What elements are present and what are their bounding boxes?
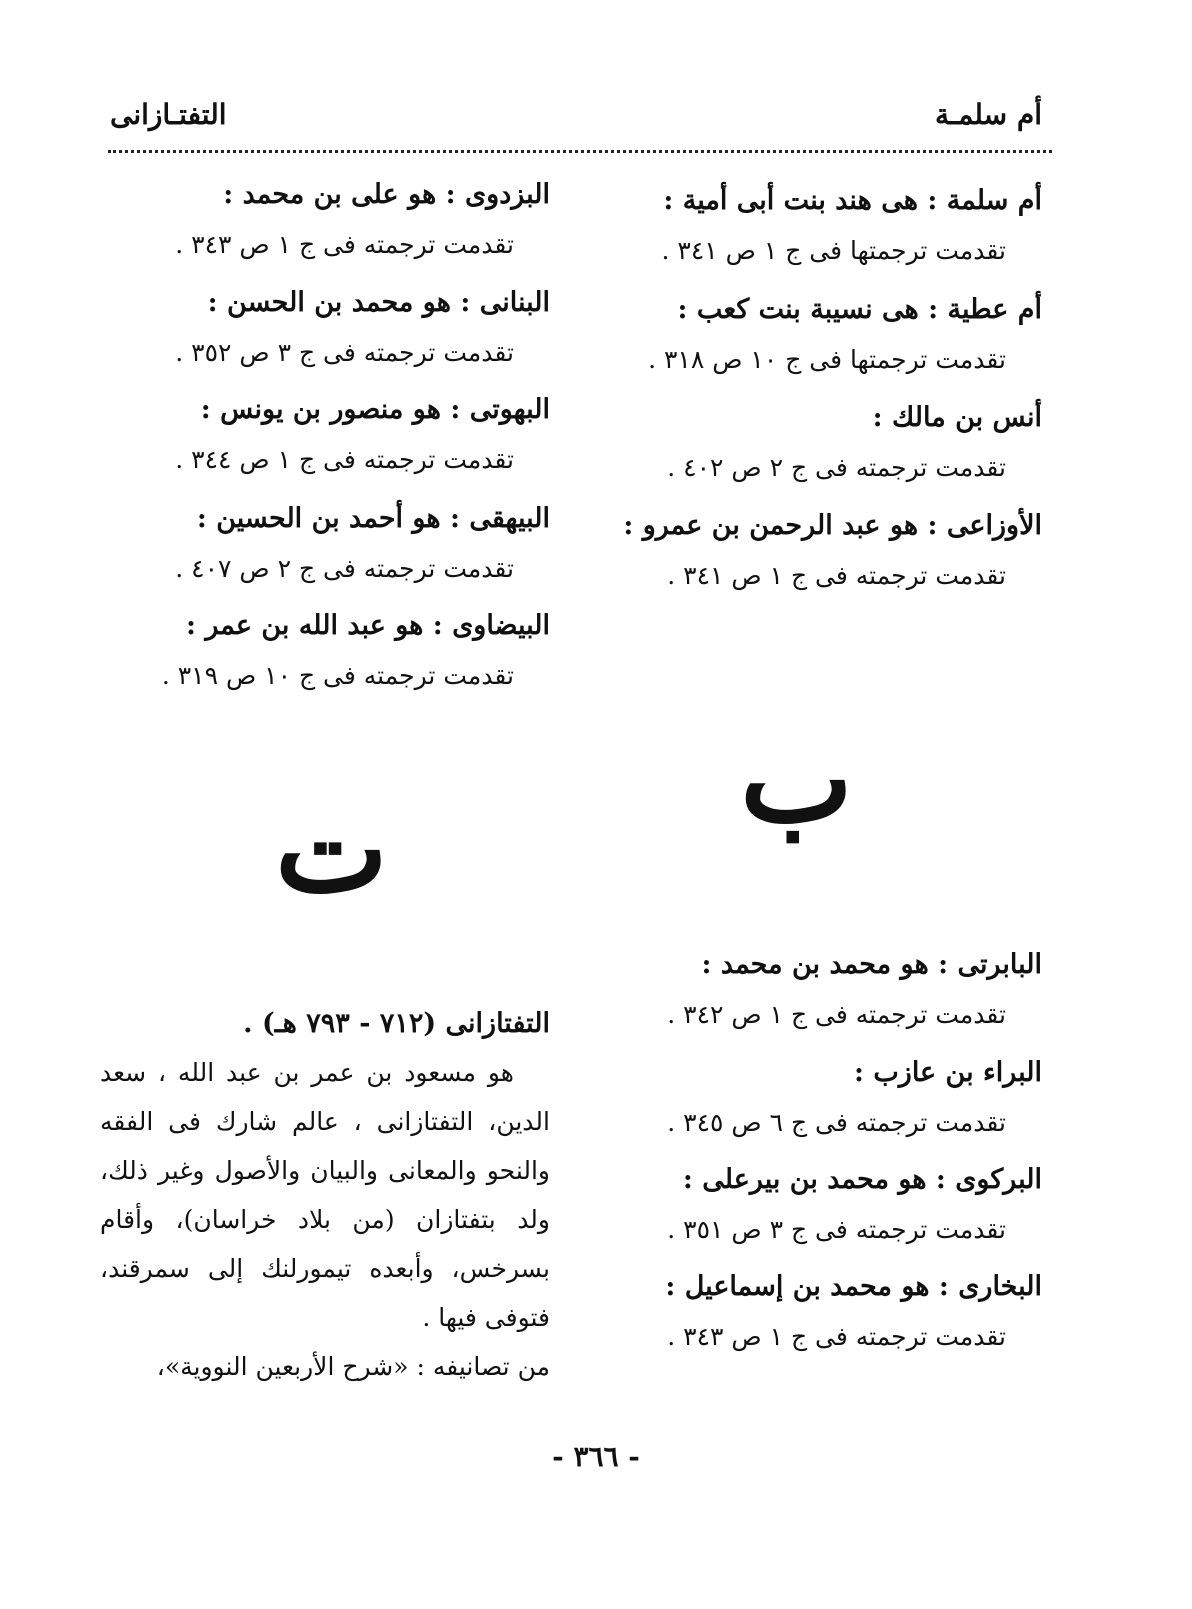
section-letter-ta: ت xyxy=(275,779,388,920)
entry-heading: البهوتى : هو منصور بن يونس : xyxy=(200,394,550,425)
entry-reference: تقدمت ترجمته فى ج ٦ ص ٣٤٥ . xyxy=(667,1108,1006,1137)
entry xyxy=(602,940,1042,1040)
biography-heading: التفتازانى (٧١٢ - ٧٩٣ هـ) . xyxy=(243,1008,550,1039)
entry xyxy=(602,1155,1042,1255)
entry xyxy=(602,285,1042,385)
entry-heading: البركوى : هو محمد بن بيرعلى : xyxy=(682,1164,1042,1195)
left-column xyxy=(100,0,550,1400)
entry xyxy=(100,385,550,485)
entry-heading: أنس بن مالك : xyxy=(872,402,1042,433)
entry-heading: البزدوى : هو على بن محمد : xyxy=(223,179,550,210)
entry-reference: تقدمت ترجمتها فى ج ١ ص ٣٤١ . xyxy=(661,236,1006,265)
page-number: - ٣٦٦ - xyxy=(552,1440,640,1473)
entry-reference: تقدمت ترجمته فى ج ١ ص ٣٤١ . xyxy=(667,561,1006,590)
section-letter-ba: ب xyxy=(740,709,853,850)
entry-heading: البيضاوى : هو عبد الله بن عمر : xyxy=(185,610,550,641)
entry xyxy=(602,1048,1042,1148)
entry-reference: تقدمت ترجمته فى ج ١٠ ص ٣١٩ . xyxy=(161,661,514,690)
biography-entry xyxy=(100,1000,550,1391)
entry-heading: البابرتى : هو محمد بن محمد : xyxy=(701,949,1042,980)
entry xyxy=(100,494,550,594)
entry-reference: تقدمت ترجمته فى ج ١ ص ٣٤٤ . xyxy=(175,445,514,474)
entry xyxy=(602,1262,1042,1362)
entry xyxy=(100,278,550,378)
biography-text: هو مسعود بن عمر بن عبد الله ، سعد الدين، التفتازانى ، عالم شارك فى الفقه والنحو والمعانى والبيان والأصول وغير ذلك، ولد بتفتازان (من بلاد خراسان)، وأقام بسرخس، وأبعده تيمورلنك إلى سمرقند، فتوفى فيها . xyxy=(100,1058,550,1332)
entry-reference: تقدمت ترجمته فى ج ٢ ص ٤٠٢ . xyxy=(667,453,1006,482)
entry-reference: تقدمت ترجمته فى ج ٣ ص ٣٥٢ . xyxy=(175,338,514,367)
entry-reference: تقدمت ترجمته فى ج ١ ص ٣٤٣ . xyxy=(667,1322,1006,1351)
entry-heading: أم عطية : هى نسيبة بنت كعب : xyxy=(677,294,1042,325)
entry-heading: أم سلمة : هى هند بنت أبى أمية : xyxy=(663,185,1042,216)
entry-heading: البراء بن عازب : xyxy=(854,1057,1042,1088)
entry-heading: البخارى : هو محمد بن إسماعيل : xyxy=(665,1271,1042,1302)
entry-reference: تقدمت ترجمته فى ج ٣ ص ٣٥١ . xyxy=(667,1215,1006,1244)
entry xyxy=(602,393,1042,493)
biography-works: من تصانيفه : «شرح الأربعين النووية»، xyxy=(156,1352,550,1381)
entry xyxy=(602,501,1042,601)
entry-reference: تقدمت ترجمته فى ج ١ ص ٣٤٢ . xyxy=(667,1000,1006,1029)
entry-heading: الأوزاعى : هو عبد الرحمن بن عمرو : xyxy=(623,510,1042,541)
entry-heading: البنانى : هو محمد بن الحسن : xyxy=(207,287,550,318)
entry-heading: البيهقى : هو أحمد بن الحسين : xyxy=(196,503,550,534)
running-header-left: التفتـازانى xyxy=(110,98,227,131)
running-header-right: أم سلمـة xyxy=(935,98,1042,131)
entry-reference: تقدمت ترجمتها فى ج ١٠ ص ٣١٨ . xyxy=(648,345,1006,374)
entry xyxy=(100,601,550,701)
entry xyxy=(602,176,1042,276)
right-column xyxy=(602,0,1042,1400)
entry-reference: تقدمت ترجمته فى ج ١ ص ٣٤٣ . xyxy=(175,230,514,259)
entry xyxy=(100,170,550,270)
entry-reference: تقدمت ترجمته فى ج ٢ ص ٤٠٧ . xyxy=(175,554,514,583)
